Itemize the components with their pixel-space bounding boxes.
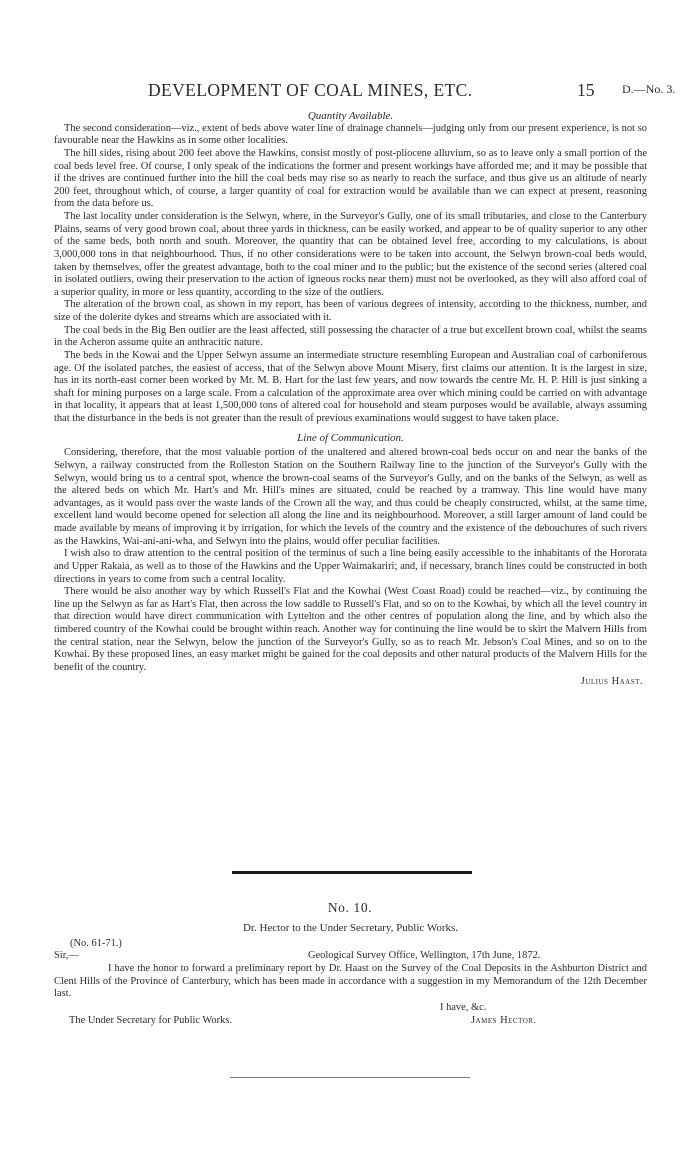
paragraph: The coal beds in the Big Ben outlier are the least affected, still possessing the character of a true but excellent brown coal, whilst the seams in the Acheron assume quite an anthracitic nature. (54, 324, 647, 349)
paragraph: I wish also to draw attention to the central position of the terminus of such a line being easily accessible to the inhabitants of the Hororata and Upper Rakaia, as well as to those of the Hawkins and the Upper Waimakariri; and, if necessary, branch lines could be constructed in both directions in years to come from such a central locality. (54, 548, 647, 585)
letter-address-date: Geological Survey Office, Wellington, 17th June, 1872. (308, 950, 541, 961)
letter-reference: (No. 61-71.) (70, 938, 122, 949)
section-divider (232, 871, 472, 874)
page-number: 15 (577, 80, 595, 100)
letter-number: No. 10. (327, 900, 373, 915)
end-divider (230, 1077, 470, 1078)
page-header-title: DEVELOPMENT OF COAL MINES, ETC. (148, 80, 473, 100)
paragraph: The second consideration—viz., extent of beds above water line of drainage channels—judging only from our present experience, is not so favourable near the Hawkins as in some other localities. (54, 122, 647, 147)
signature-haast: Julius Haast. (580, 675, 643, 687)
paragraph: There would be also another way by which Russell's Flat and the Kowhai (West Coast Road) could be reached—viz., by continuing the line up the Selwyn as far as Hart's Flat, then across the low saddle to Russell's Flat, and so on to the Kowhai, by which all the level country in that direction would have direct communication with Lyttelton and the other centres of population along the line, and by which also the timbered country of the Kowhai could be brought within reach. Another way for continuing the line would be to skirt the Malvern Hills from the central station, near the Selwyn, below the junction of the Surveyor's Gully, so as to reach Mr. Jebson's Coal Mines, and so on to the Kowhai. By these proposed lines, an easy market might be gained for the coal deposits and other natural products of the Malvern Hills for the benefit of the country. (54, 586, 647, 673)
section-heading-communication: Line of Communication. (297, 431, 404, 444)
letter-addressee: The Under Secretary for Public Works. (69, 1015, 233, 1026)
signature-hector: James Hector. (471, 1015, 537, 1026)
letter-salutation: Sir,— (54, 950, 79, 961)
paragraph: The beds in the Kowai and the Upper Selwyn assume an intermediate structure resembling European and Australian coal of carboniferous age. Of the isolated patches, the easiest of access, that of the Selwyn above Mount Misery, first claims our attention. It is the largest in size, has in its north-east corner been worked by Mr. M. B. Hart for the last few years, and now towards the centre Mr. H. P. Hill is just sinking a shaft for mining purposes on a large scale. From a calculation of the approximate area over which mining could be carried on with advantage in that locality, it appears that at least 1,500,000 tons of altered coal for household and steam purposes would be available, always assuming that the disturbance in the beds is not greater than the result of previous examinations would suggest to have taken place. (54, 349, 647, 424)
section-heading-quantity: Quantity Available. (307, 110, 394, 122)
letter-closing: I have, &c. (440, 1002, 487, 1013)
paragraph: Considering, therefore, that the most valuable portion of the unaltered and altered brown-coal beds occur on and near the banks of the Selwyn, a railway constructed from the Rolleston Station on the Southern Railway line to the junction of the Surveyor's Gully with the Selwyn, would bring us to a central spot, whence the brown-coal seams of the Surveyor's Gully, and on the banks of the Selwyn, as well as the altered beds on which Mr. Hart's and Mr. Hill's mines are situated, could be reached by a tramway. This line would have many advantages, as it would pass over the waste lands of the Crown all the way, and thus could be cheaply constructed, whilst, at the same time, excellent land would become opened for selection all along the line and its neighbourhood. Moreover, a still larger amount of land could be made available by means of improving it by irrigation, for which the levels of the country and the existence of the debouchures of such rivers as the Hawkins, Wai-ani-ani-wha, and Selwyn into the plains, would offer peculiar facilities. (54, 447, 647, 547)
document-reference: D.—No. 3. (622, 82, 676, 96)
letter-from-to: Dr. Hector to the Under Secretary, Public Works. (242, 922, 459, 934)
paragraph: The alteration of the brown coal, as shown in my report, has been of various degrees of intensity, according to the thickness, number, and size of the dolerite dykes and streams which are associated with it. (54, 299, 647, 323)
report-body (54, 110, 647, 688)
letter-body-container (54, 963, 647, 1001)
paragraph: The hill sides, rising about 200 feet above the Hawkins, consist mostly of post-pliocene alluvium, so as to leave only a small portion of the coal beds level free. Of course, I only speak of the indications the former and present workings have afforded me; and it may be possible that if the drives are continued further into the hill the coal beds may rise so as nearly to reach the surface, and thus give us an altitude of nearly 200 feet, throughout which, of course, a larger quantity of coal for extraction would be available than we can expect at present, reasoning from the data before us. (54, 147, 647, 210)
paragraph: The last locality under consideration is the Selwyn, where, in the Surveyor's Gully, one of its small tributaries, and close to the Canterbury Plains, seams of very good brown coal, about three yards in thickness, can be easily worked, and appear to be of quality superior to any other of the same beds, both north and south. Moreover, the quantity that can be obtained level free, according to my calculations, is about 3,000,000 tons in that neighbourhood. Thus, if no other considerations were to be taken into account, the Selwyn brown-coal beds would, taken by themselves, offer the greatest advantage, both to the coal miner and to the public; but the existence of the second series (altered coal in isolated outliers, owing their preservation to the action of igneous rocks near them) must not be overlooked, as they will also afford coal of a superior quality, in more or less quantity, according to the size of the outliers. (54, 211, 647, 298)
letter-body: I have the honor to forward a preliminary report by Dr. Haast on the Survey of the Coal Deposits in the Ashburton District and Clent Hills of the Province of Canterbury, which has been made in accordance with a suggestion in my Memorandum of the 12th December last. (54, 963, 647, 1000)
